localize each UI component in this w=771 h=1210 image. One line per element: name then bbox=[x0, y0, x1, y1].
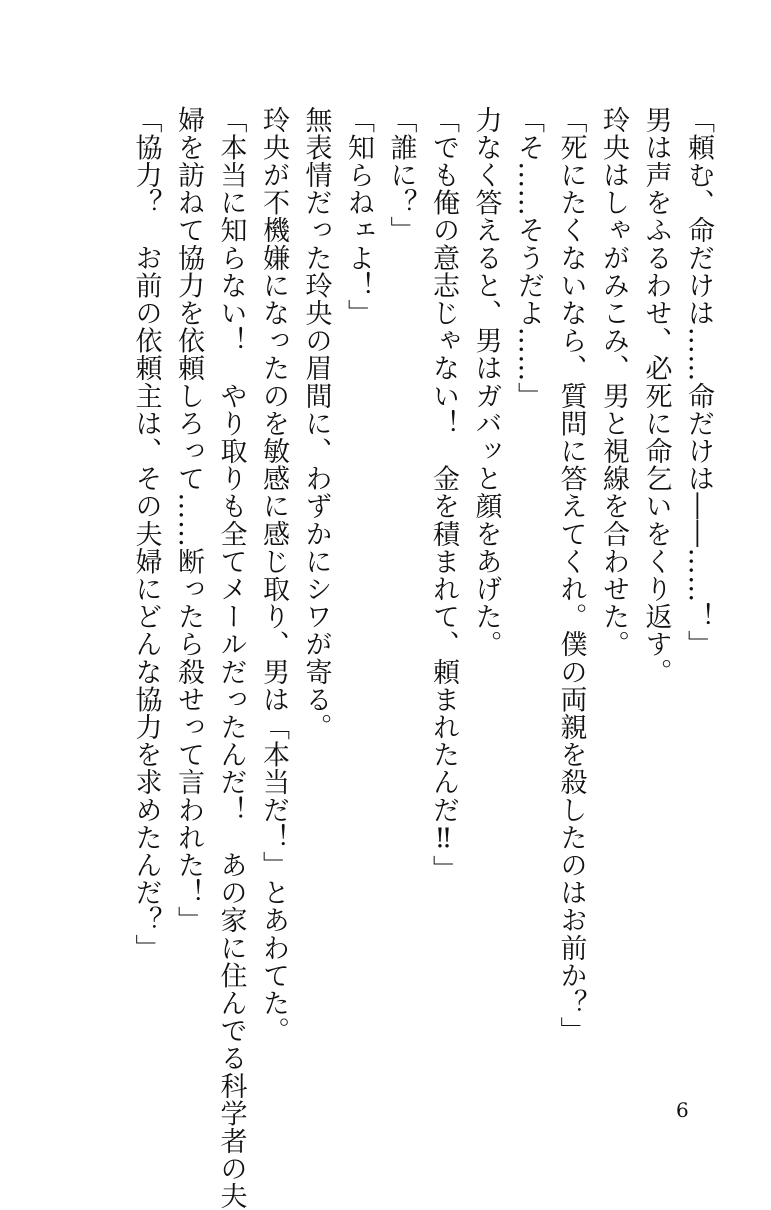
vertical-text-body bbox=[124, 106, 719, 1210]
text-line: 「そ……そうだよ……」 bbox=[513, 106, 544, 410]
text-line: 婦を訪ねて協力を依頼しろって……断ったら殺せって言われた！」 bbox=[173, 106, 204, 934]
text-line: 男は声をふるわせ、必死に命乞いをくり返す。 bbox=[640, 106, 672, 686]
text-line: 玲央はしゃがみこみ、男と視線を合わせた。 bbox=[598, 106, 629, 658]
text-line: 「誰に？」 bbox=[385, 106, 417, 244]
text-line: 「本当に知らない！ やり取りも全てメールだったんだ！ あの家に住んでる科学者の夫 bbox=[215, 106, 247, 1210]
text-line: 「でも俺の意志じゃない！ 金を積まれて、頼まれたんだ‼」 bbox=[428, 106, 459, 883]
text-line: 玲央が不機嫌になったのを敏感に感じ取り、男は「本当だ！」とあわてた。 bbox=[258, 106, 289, 1045]
text-line: 「協力？ お前の依頼主は、その夫婦にどんな協力を求めたんだ？」 bbox=[130, 106, 162, 962]
text-line: 「頼む、命だけは……命だけは――……！」 bbox=[683, 106, 714, 658]
page-number: 6 bbox=[676, 1098, 689, 1122]
text-line: 「死にたくないなら、質問に答えてくれ。僕の両親を殺したのはお前か？」 bbox=[555, 106, 587, 1045]
text-line: 力なく答えると、男はガバッと顔をあげた。 bbox=[470, 106, 502, 658]
text-line: 「知らねェよ！」 bbox=[343, 106, 374, 327]
text-line: 無表情だった玲央の眉間に、わずかにシワが寄る。 bbox=[300, 106, 332, 741]
